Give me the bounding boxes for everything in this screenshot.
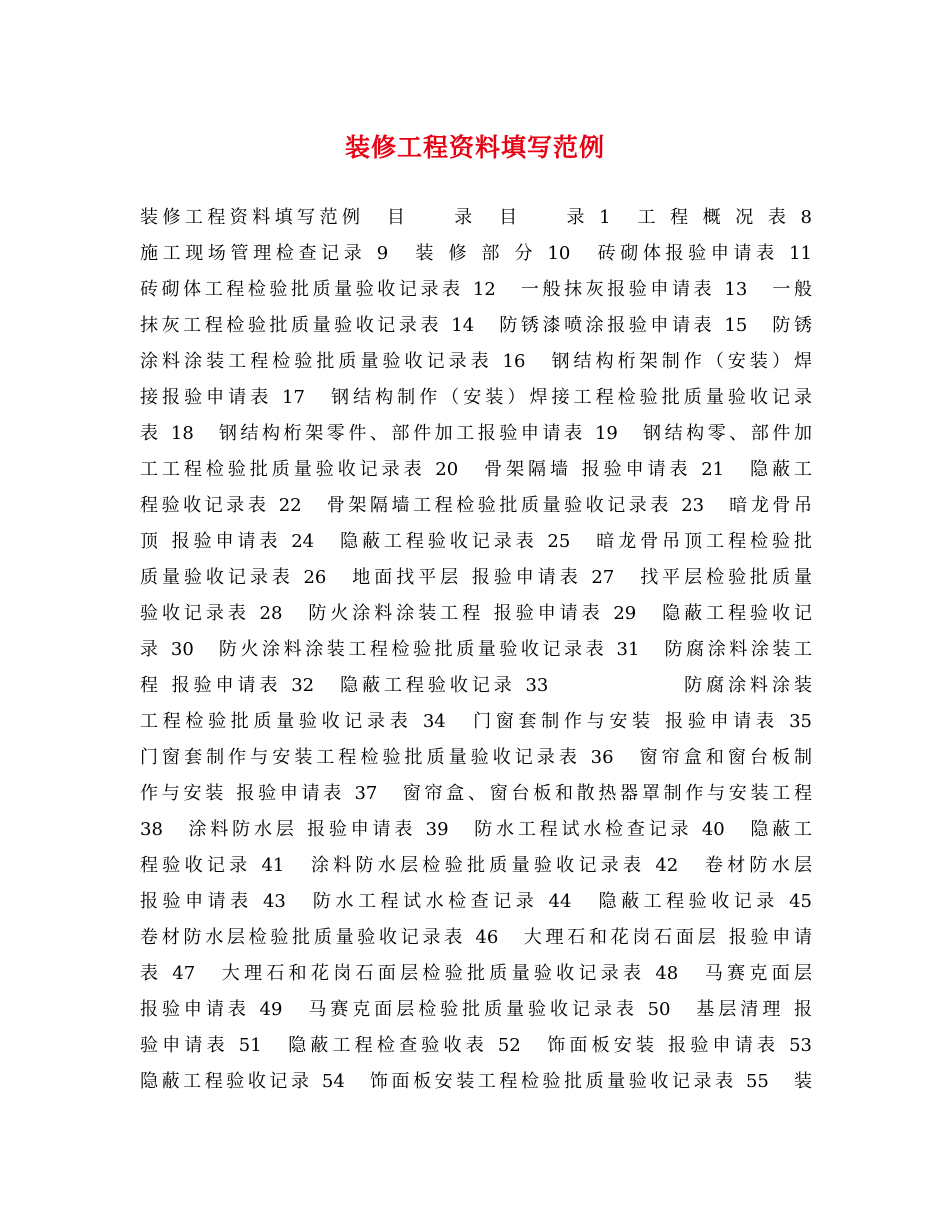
body-text-line: 工工程检验批质量验收记录表 20 骨架隔墙 报验申请表 21 隐蔽工 <box>140 459 812 480</box>
body-text-line: 程验收记录 41 涂料防水层检验批质量验收记录表 42 卷材防水层 <box>140 855 812 876</box>
body-text-line: 工程检验批质量验收记录表 34 门窗套制作与安装 报验申请表 35 <box>140 711 812 732</box>
body-text-line: 门窗套制作与安装工程检验批质量验收记录表 36 窗帘盒和窗台板制 <box>140 747 812 768</box>
body-text-line: 验申请表 51 隐蔽工程检查验收表 52 饰面板安装 报验申请表 53 <box>140 1035 812 1056</box>
body-text-line: 卷材防水层检验批质量验收记录表 46 大理石和花岗石面层 报验申请 <box>140 927 812 948</box>
body-text-line: 作与安装 报验申请表 37 窗帘盒、窗台板和散热器罩制作与安装工程 <box>140 783 812 804</box>
body-text-line: 质量验收记录表 26 地面找平层 报验申请表 27 找平层检验批质量 <box>140 567 812 588</box>
body-text-line: 涂料涂装工程检验批质量验收记录表 16 钢结构桁架制作（安装）焊 <box>140 351 812 372</box>
body-text-line: 验收记录表 28 防火涂料涂装工程 报验申请表 29 隐蔽工程验收记 <box>140 603 812 624</box>
body-text-line: 施工现场管理检查记录 9 装 修 部 分 10 砖砌体报验申请表 11 <box>140 243 812 264</box>
document-title: 装修工程资料填写范例 <box>344 133 605 162</box>
body-text-line: 程 报验申请表 32 隐蔽工程验收记录 33 防腐涂料涂装 <box>140 675 812 696</box>
body-text-line: 程验收记录表 22 骨架隔墙工程检验批质量验收记录表 23 暗龙骨吊 <box>140 495 812 516</box>
body-text-line: 砖砌体工程检验批质量验收记录表 12 一般抹灰报验申请表 13 一般 <box>140 279 812 300</box>
body-text-line: 表 47 大理石和花岗石面层检验批质量验收记录表 48 马赛克面层 <box>140 963 812 984</box>
body-text-line: 抹灰工程检验批质量验收记录表 14 防锈漆喷涂报验申请表 15 防锈 <box>140 315 812 336</box>
body-text-line: 装修工程资料填写范例 目 录 目 录 1 工 程 概 况 表 8 <box>140 207 812 228</box>
body-text-line: 隐蔽工程验收记录 54 饰面板安装工程检验批质量验收记录表 55 装 <box>140 1071 812 1092</box>
body-text-line: 表 18 钢结构桁架零件、部件加工报验申请表 19 钢结构零、部件加 <box>140 423 812 444</box>
body-text-line: 录 30 防火涂料涂装工程检验批质量验收记录表 31 防腐涂料涂装工 <box>140 639 812 660</box>
body-text-line: 报验申请表 49 马赛克面层检验批质量验收记录表 50 基层清理 报 <box>140 999 812 1020</box>
body-text-line: 38 涂料防水层 报验申请表 39 防水工程试水检查记录 40 隐蔽工 <box>140 819 812 840</box>
document-body <box>140 200 812 1100</box>
body-text-line: 顶 报验申请表 24 隐蔽工程验收记录表 25 暗龙骨吊顶工程检验批 <box>140 531 812 552</box>
body-text-line: 接报验申请表 17 钢结构制作（安装）焊接工程检验批质量验收记录 <box>140 387 812 408</box>
body-text-line: 报验申请表 43 防水工程试水检查记录 44 隐蔽工程验收记录 45 <box>140 891 812 912</box>
